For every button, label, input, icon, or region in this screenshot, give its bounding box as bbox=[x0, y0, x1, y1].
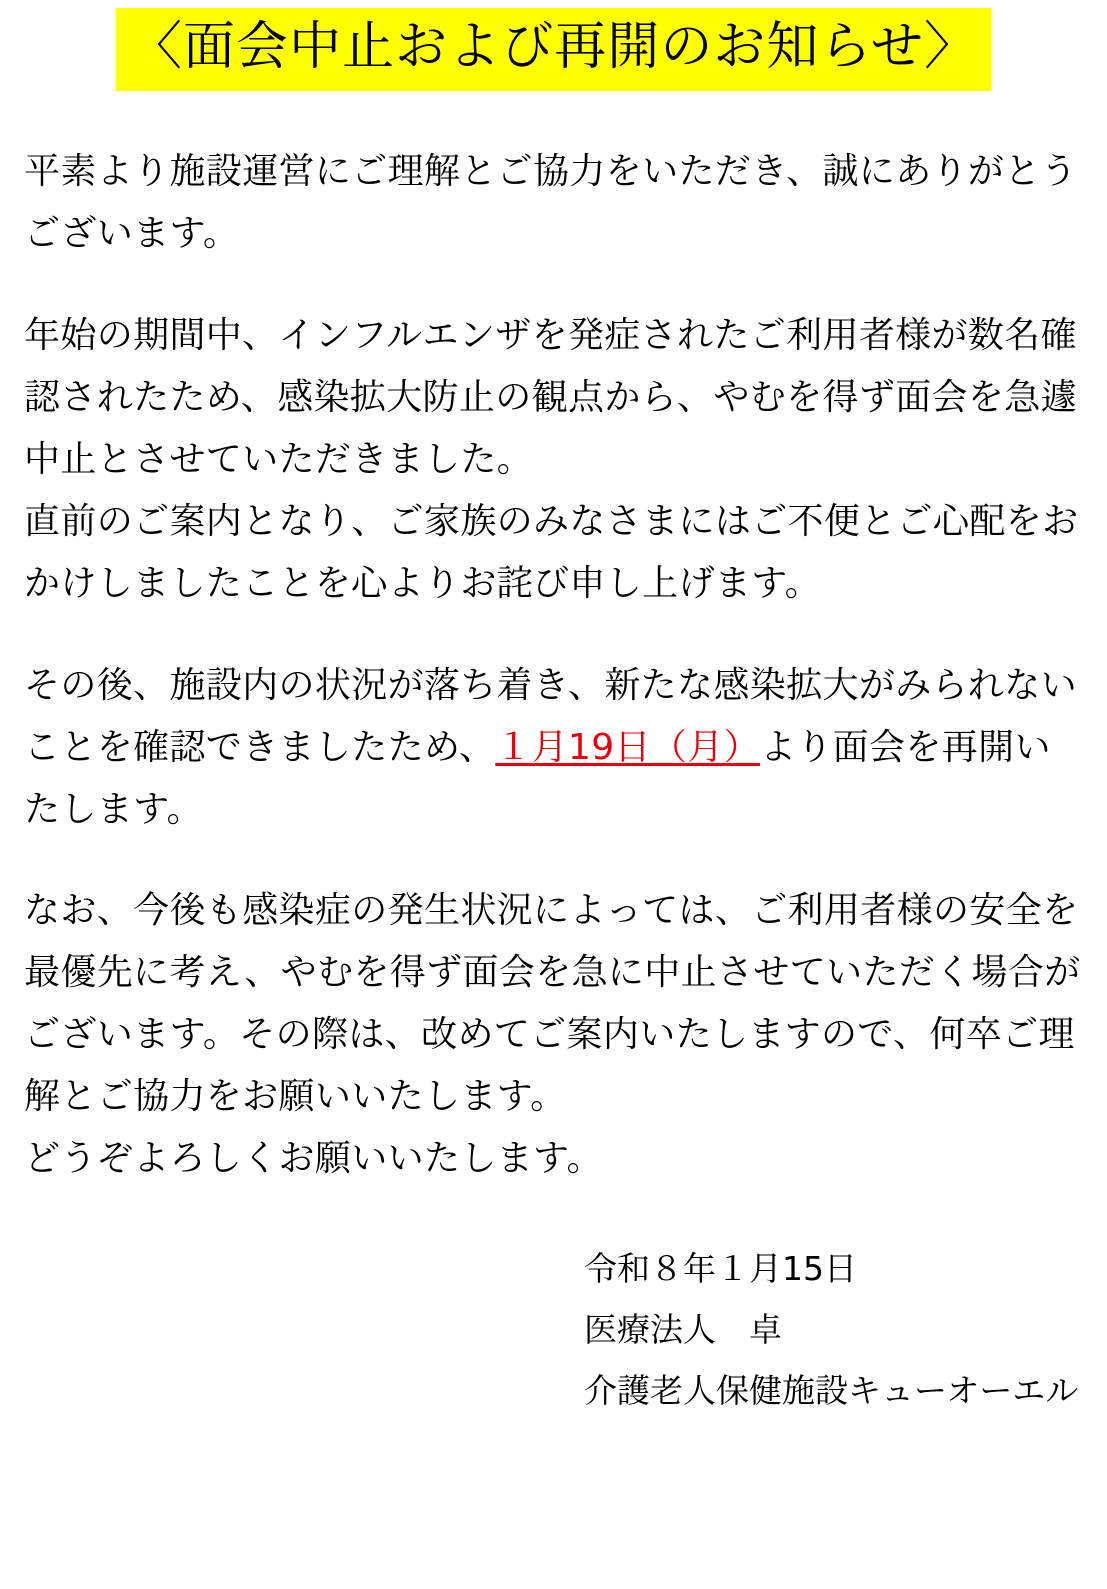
spacer bbox=[24, 265, 1083, 305]
paragraph-greeting: 平素より施設運営にご理解とご協力をいただき、誠にありがとうございます。 bbox=[24, 151, 1077, 255]
signature-block bbox=[24, 1238, 1083, 1421]
resume-text-after: より面会を再開いたします。 bbox=[24, 726, 1051, 830]
document-body bbox=[24, 141, 1083, 1190]
signature-date: 令和８年１月15日 bbox=[584, 1248, 857, 1288]
paragraph-future-notice: なお、今後も感染症の発生状況によっては、ご利用者様の安全を最優先に考え、やむを得ず面会を急に中止させていただく場合がございます。その際は、改めてご案内いたしますので、何卒ご理解とご協力をお願いいたします。 bbox=[24, 890, 1081, 1118]
page-title-container bbox=[24, 0, 1083, 91]
paragraph-suspension-reason: 年始の期間中、インフルエンザを発症されたご利用者様が数名確認されたため、感染拡大防止の観点から、やむを得ず面会を急遽中止とさせていただきました。 bbox=[24, 315, 1077, 481]
paragraph-closing: どうぞよろしくお願いいたします。 bbox=[24, 1138, 603, 1180]
spacer bbox=[24, 840, 1083, 880]
paragraph-apology: 直前のご案内となり、ご家族のみなさまにはご不便とご心配をおかけしましたことを心よりお詫び申し上げます。 bbox=[24, 500, 1079, 604]
signature-corporation: 医療法人 卓 bbox=[584, 1310, 782, 1350]
signature-facility: 介護老人保健施設キューオーエル bbox=[584, 1371, 1079, 1411]
spacer bbox=[24, 615, 1083, 655]
resume-text-before: その後、施設内の状況が落ち着き、新たな感染拡大がみられないことを確認できましたため、 bbox=[24, 664, 1077, 768]
page-title: 〈面会中止および再開のお知らせ〉 bbox=[116, 8, 991, 91]
paragraph-resume bbox=[24, 655, 1083, 841]
resume-date-emphasis: １月19日（月） bbox=[495, 726, 760, 768]
